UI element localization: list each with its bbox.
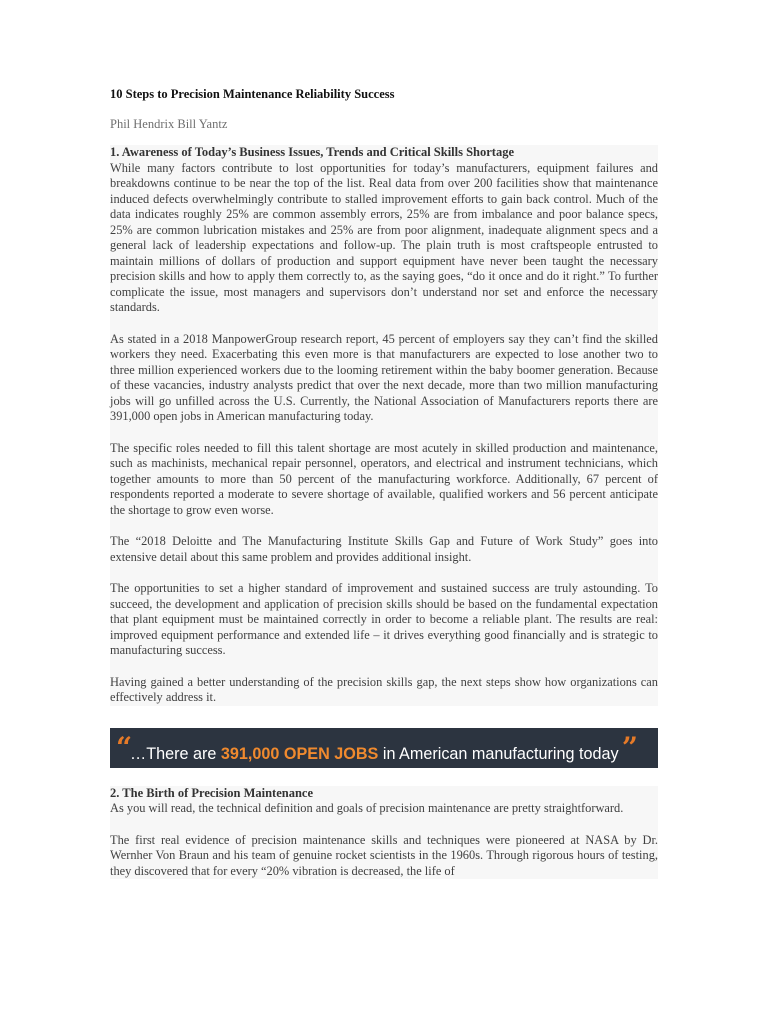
document-page: [110, 86, 658, 895]
section-2: [110, 786, 658, 880]
section-2-paragraph: As you will read, the technical definition and goals of precision maintenance are pretty straightforward.: [110, 801, 624, 815]
section-1-paragraph: As stated in a 2018 ManpowerGroup research report, 45 percent of employers say they can’t find the skilled workers they need. Exacerbating this even more is that manufacturers are expected to lose another two to three million experienced workers due to the looming retirement within the baby boomer generation. Because of these vacancies, industry analysts predict that over the next decade, more than two million manufacturing jobs will go unfilled across the U.S. Currently, the National Association of Manufacturers reports there are 391,000 open jobs in American manufacturing today.: [110, 331, 658, 423]
close-quote-icon: ”: [621, 730, 638, 764]
document-authors: Phil Hendrix Bill Yantz: [110, 117, 228, 131]
banner-highlight: 391,000 OPEN JOBS: [220, 744, 379, 763]
banner-suffix: in American manufacturing today: [378, 744, 619, 763]
section-2-heading: 2. The Birth of Precision Maintenance: [110, 785, 313, 800]
section-1-paragraph: Having gained a better understanding of the precision skills gap, the next steps show how organizations can effectively address it.: [110, 674, 658, 704]
section-1-paragraph: The specific roles needed to fill this talent shortage are most acutely in skilled production and maintenance, such as machinists, mechanical repair personnel, operators, and electrical and instrument technicians, which together amounts to more than 50 percent of the manufacturing workforce. Additionally, 67 percent of respondents reported a moderate to severe shortage of available, qualified workers and 56 percent anticipate the shortage to grow even worse.: [110, 440, 658, 517]
document-title: 10 Steps to Precision Maintenance Reliability Success: [110, 87, 395, 101]
section-1-paragraph: While many factors contribute to lost opportunities for today’s manufacturers, equipment failures and breakdowns continue to be near the top of the list. Real data from over 200 facilities show that maintenance induced defects overwhelmingly contribute to stalled improvement efforts to gain back control. Much of the data indicates roughly 25% are common assembly errors, 25% are from imbalance and poor balance specs, 25% are common lubrication mistakes and 25% are from poor alignment, inadequate alignment specs and a general lack of leadership expectations and follow-up. The plain truth is most craftspeople entrusted to maintain millions of dollars of production and support equipment have never been taught the necessary precision skills and how to apply them correctly to, as the saying goes, “do it once and do it right.” To further complicate the issue, most managers and supervisors don’t understand nor set and enforce the necessary standards.: [110, 160, 658, 314]
banner-prefix: …There are: [130, 744, 221, 763]
banner-text: [130, 744, 619, 764]
section-1: [110, 145, 658, 706]
section-1-paragraph: The “2018 Deloitte and The Manufacturing Institute Skills Gap and Future of Work Study” goes into extensive detail about this same problem and provides additional insight.: [110, 534, 658, 564]
section-1-heading: 1. Awareness of Today’s Business Issues, Trends and Critical Skills Shortage: [110, 145, 515, 159]
section-1-paragraph: The opportunities to set a higher standard of improvement and sustained success are truly astounding. To succeed, the development and application of precision skills should be based on the fundamental expectation that plant equipment must be maintained correctly in order to become a reliable plant. The results are real: improved equipment performance and extended life – it drives everything good financially and is strategic to manufacturing success.: [110, 581, 658, 657]
open-quote-icon: “: [116, 730, 133, 764]
section-2-paragraph: The first real evidence of precision maintenance skills and techniques were pioneered at NASA by Dr. Wernher Von Braun and his team of genuine rocket scientists in the 1960s. Through rigorous hours of testing, they discovered that for every “20% vibration is decreased, the life of: [110, 832, 658, 878]
quote-banner: [110, 728, 658, 768]
